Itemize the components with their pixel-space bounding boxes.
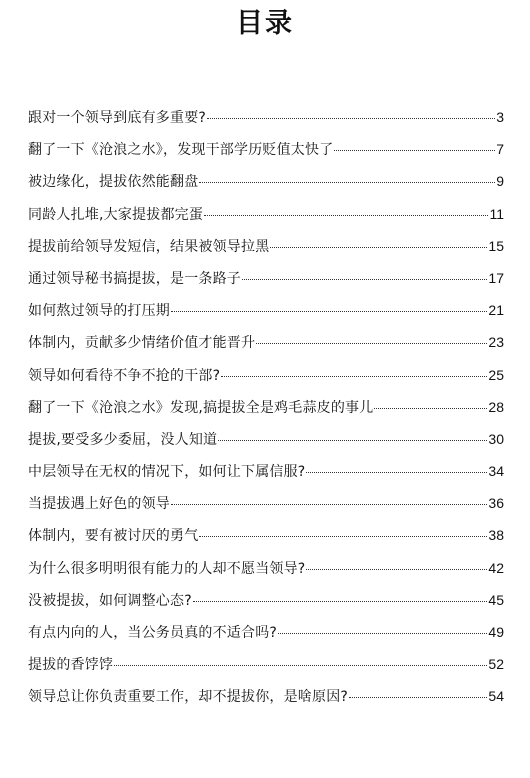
toc-entry-page-number: 25: [488, 366, 504, 383]
toc-entry[interactable]: [28, 133, 504, 165]
toc-entry[interactable]: [28, 584, 504, 616]
dot-leader: [374, 408, 487, 409]
toc-entry[interactable]: [28, 359, 504, 391]
toc-entry-title: 体制内，要有被讨厌的勇气: [28, 528, 199, 545]
toc-entry-title: 没被提拔，如何调整心态?: [28, 592, 192, 609]
toc-entry-page-number: 52: [488, 656, 504, 673]
toc-entry-title: 领导如何看待不争不抢的干部?: [28, 367, 221, 384]
toc-entry-page-number: 11: [489, 205, 504, 222]
dot-leader: [242, 279, 487, 280]
toc-entry-page-number: 38: [488, 527, 504, 544]
dot-leader: [270, 247, 487, 248]
toc-entry-page-number: 7: [496, 141, 504, 158]
toc-entry-page-number: 45: [488, 591, 504, 608]
toc-entry[interactable]: [28, 616, 504, 648]
dot-leader: [306, 569, 487, 570]
toc-entry[interactable]: [28, 101, 504, 133]
toc-entry[interactable]: [28, 230, 504, 262]
dot-leader: [278, 633, 487, 634]
dot-leader: [306, 472, 487, 473]
toc-entry[interactable]: [28, 648, 504, 680]
toc-entry[interactable]: [28, 423, 504, 455]
dot-leader: [256, 343, 487, 344]
toc-entry-page-number: 21: [488, 302, 504, 319]
toc-entry-title: 为什么很多明明很有能力的人却不愿当领导?: [28, 560, 306, 577]
toc-entry[interactable]: [28, 487, 504, 519]
toc-entry-title: 当提拔遇上好色的领导: [28, 496, 170, 513]
toc-entry-page-number: 28: [488, 398, 504, 415]
toc-entry-title: 如何熬过领导的打压期: [28, 303, 170, 320]
toc-entry-title: 体制内，贡献多少情绪价值才能晋升: [28, 335, 256, 352]
dot-leader: [204, 215, 488, 216]
toc-entry-title: 被边缘化，提拔依然能翻盘: [28, 174, 199, 191]
dot-leader: [218, 440, 487, 441]
toc-entry[interactable]: [28, 262, 504, 294]
toc-entry-page-number: 15: [488, 237, 504, 254]
toc-entry[interactable]: [28, 198, 504, 230]
toc-entry-title: 提拔前给领导发短信，结果被领导拉黑: [28, 238, 270, 255]
dot-leader: [221, 376, 487, 377]
toc-entry-title: 提拔的香饽饽: [28, 657, 114, 674]
toc-entry[interactable]: [28, 455, 504, 487]
toc-entry-page-number: 49: [488, 624, 504, 640]
toc-entry[interactable]: [28, 519, 504, 551]
dot-leader: [207, 118, 495, 119]
toc-entry-page-number: 30: [488, 430, 504, 447]
toc-entry-title: 跟对一个领导到底有多重要?: [28, 110, 207, 126]
dot-leader: [171, 311, 487, 312]
toc-entry-title: 翻了一下《沧浪之水》，发现干部学历贬值太快了: [28, 142, 334, 159]
toc-entry-title: 提拔,要受多少委屈，没人知道: [28, 431, 218, 448]
dot-leader: [193, 601, 488, 602]
toc-entry-page-number: 3: [496, 109, 504, 125]
toc-entry-title: 同龄人扎堆,大家提拔都完蛋: [28, 206, 204, 223]
toc-entry-title: 中层领导在无权的情况下，如何让下属信服?: [28, 464, 306, 481]
dot-leader: [334, 150, 495, 151]
toc-entry[interactable]: [28, 552, 504, 584]
toc-entry[interactable]: [28, 294, 504, 326]
toc-entry[interactable]: [28, 326, 504, 358]
page-title: 目录: [236, 8, 294, 39]
toc-entry-title: 翻了一下《沧浪之水》发现,搞提拔全是鸡毛蒜皮的事儿: [28, 399, 374, 416]
toc-entry-page-number: 36: [488, 495, 504, 512]
dot-leader: [114, 665, 487, 666]
toc-entry-page-number: 54: [488, 688, 504, 705]
toc-entry-page-number: 34: [488, 463, 504, 480]
toc-entry-title: 有点内向的人，当公务员真的不适合吗?: [28, 625, 278, 641]
toc-list: [28, 101, 504, 713]
toc-entry-page-number: 9: [496, 173, 504, 190]
dot-leader: [199, 536, 487, 537]
toc-entry[interactable]: [28, 165, 504, 197]
toc-entry[interactable]: [28, 391, 504, 423]
dot-leader: [171, 504, 487, 505]
toc-entry-title: 领导总让你负责重要工作，却不提拔你，是啥原因?: [28, 689, 349, 706]
toc-entry-page-number: 23: [488, 334, 504, 351]
toc-entry-page-number: 17: [488, 269, 504, 286]
toc-entry[interactable]: [28, 680, 504, 712]
toc-entry-page-number: 42: [488, 559, 504, 576]
toc-entry-title: 通过领导秘书搞提拔，是一条路子: [28, 270, 241, 287]
dot-leader: [349, 697, 487, 698]
dot-leader: [199, 182, 495, 183]
